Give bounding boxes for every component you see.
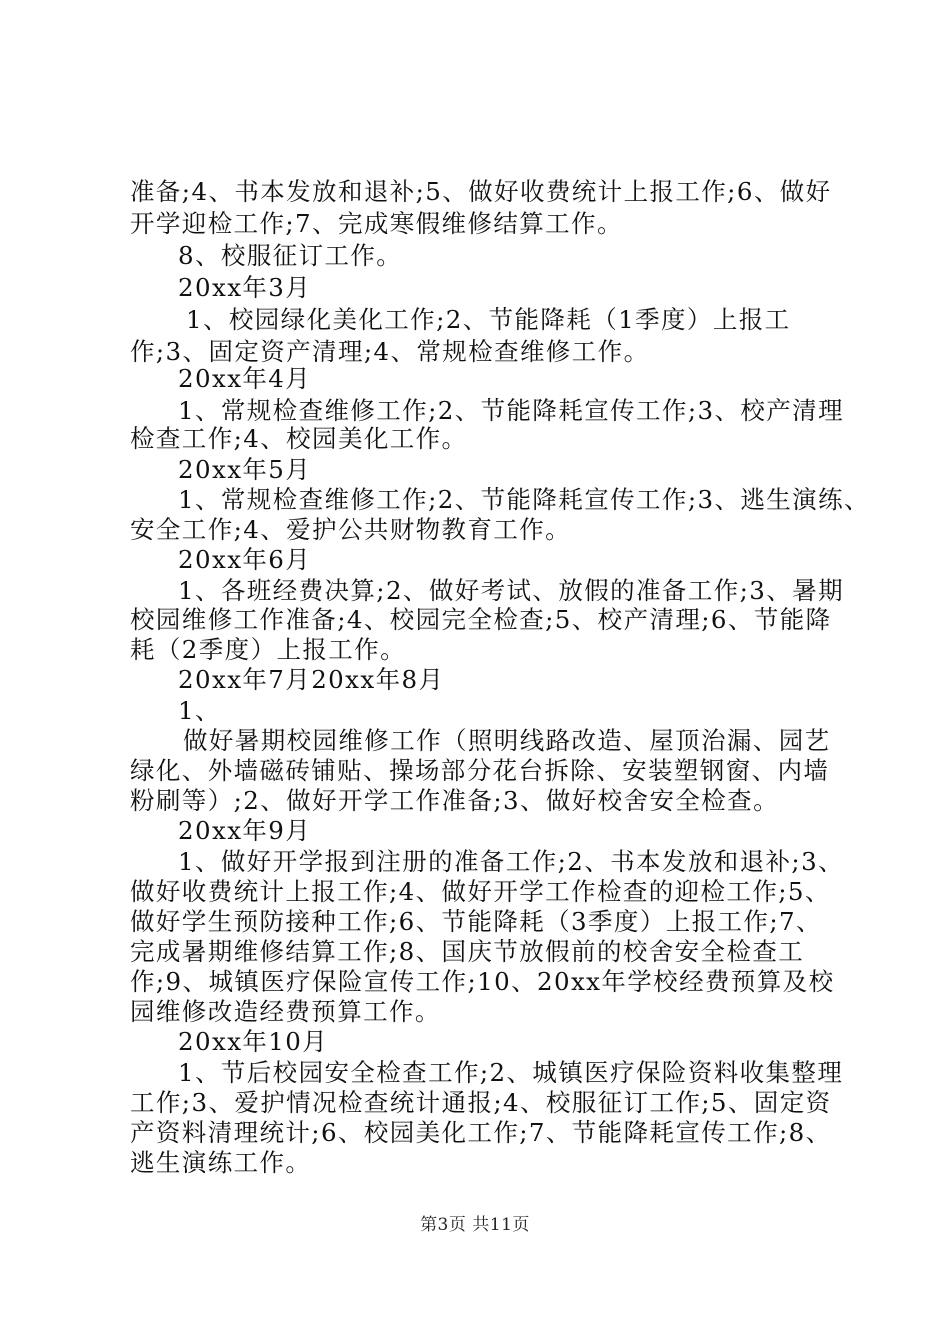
text-line: 8、校服征订工作。	[178, 241, 403, 270]
text-line: 粉刷等）;2、做好开学工作准备;3、做好校舍安全检查。	[130, 786, 779, 815]
text-line: 耗（2季度）上报工作。	[130, 635, 406, 664]
text-line: 1、校园绿化美化工作;2、节能降耗（1季度）上报工	[186, 305, 791, 334]
month-heading: 20xx年5月	[178, 455, 312, 484]
text-line: 安全工作;4、爱护公共财物教育工作。	[130, 515, 572, 544]
month-heading: 20xx年7月20xx年8月	[178, 665, 445, 694]
text-line: 1、做好开学报到注册的准备工作;2、书本发放和退补;3、	[178, 847, 844, 876]
text-line: 作;9、城镇医疗保险宣传工作;10、20xx年学校经费预算及校	[130, 967, 835, 996]
month-heading: 20xx年6月	[178, 545, 312, 574]
page-number-footer: 第3页 共11页	[420, 1215, 530, 1235]
text-line: 逃生演练工作。	[130, 1148, 312, 1177]
text-line: 检查工作;4、校园美化工作。	[130, 424, 468, 453]
text-line: 完成暑期维修结算工作;8、国庆节放假前的校舍安全检查工	[130, 937, 805, 966]
text-line: 园维修改造经费预算工作。	[130, 997, 441, 1026]
text-line: 做好学生预防接种工作;6、节能降耗（3季度）上报工作;7、	[130, 907, 822, 936]
text-line: 开学迎检工作;7、完成寒假维修结算工作。	[130, 209, 623, 238]
text-line: 做好收费统计上报工作;4、做好开学工作检查的迎检工作;5、	[130, 877, 831, 906]
text-line: 1、各班经费决算;2、做好考试、放假的准备工作;3、暑期	[178, 576, 844, 605]
month-heading: 20xx年3月	[178, 273, 312, 302]
text-line: 工作;3、爱护情况检查统计通报;4、校服征订工作;5、固定资	[130, 1088, 832, 1117]
text-line: 准备;4、书本发放和退补;5、做好收费统计上报工作;6、做好	[130, 177, 832, 206]
text-line: 1、	[178, 696, 221, 725]
month-heading: 20xx年10月	[178, 1027, 329, 1056]
text-line: 产资料清理统计;6、校园美化工作;7、节能降耗宣传工作;8、	[130, 1118, 832, 1147]
text-line: 绿化、外墙磁砖铺贴、操场部分花台拆除、安装塑钢窗、内墙	[130, 756, 830, 785]
month-heading: 20xx年4月	[178, 364, 312, 393]
month-heading: 20xx年9月	[178, 816, 312, 845]
text-line: 作;3、固定资产清理;4、常规检查维修工作。	[130, 337, 650, 366]
text-line: 校园维修工作准备;4、校园完全检查;5、校产清理;6、节能降	[130, 605, 832, 634]
text-line: 1、常规检查维修工作;2、节能降耗宣传工作;3、逃生演练、	[178, 485, 870, 514]
text-line: 做好暑期校园维修工作（照明线路改造、屋顶治漏、园艺	[183, 726, 831, 755]
text-line: 1、常规检查维修工作;2、节能降耗宣传工作;3、校产清理	[178, 396, 844, 425]
text-line: 1、节后校园安全检查工作;2、城镇医疗保险资料收集整理	[178, 1058, 844, 1087]
